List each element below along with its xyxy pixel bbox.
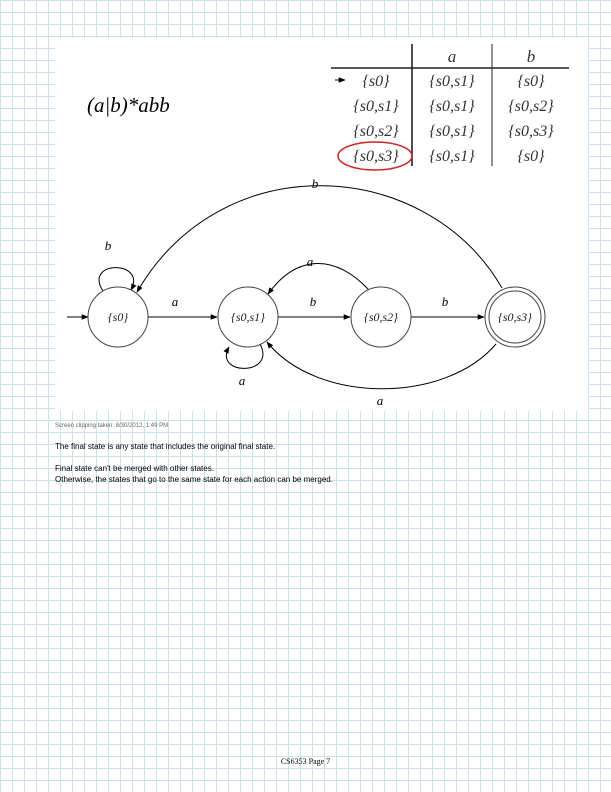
notes (55, 441, 333, 485)
state-label: {s0,s3} (498, 310, 532, 324)
note-line: The final state is any state that includes the original final state. (55, 442, 276, 451)
table-row-state: {s0,s2} (353, 123, 399, 140)
state-node (351, 287, 411, 347)
regex-text: (a|b)*abb (87, 93, 170, 117)
transition-edge (411, 294, 484, 317)
clipping-figure (55, 38, 588, 411)
transition-label: b (104, 238, 112, 253)
table-cell-b: {s0} (517, 148, 545, 165)
transition-arrow (137, 186, 502, 292)
transition-edge (226, 344, 262, 388)
transition-edge (278, 294, 350, 317)
transition-table (331, 44, 569, 170)
table-row-state: {s0} (362, 73, 390, 90)
transition-edge (99, 238, 134, 291)
table-cell-b: {s0,s3} (508, 123, 554, 140)
transition-label: a (238, 373, 246, 388)
transition-label: a (306, 254, 314, 269)
table-row-state: {s0,s3} (353, 148, 399, 165)
note-line: Final state can't be merged with other states. (55, 464, 214, 473)
transition-arrow (268, 263, 369, 294)
table-row (353, 98, 554, 115)
note-line: Otherwise, the states that go to the same state for each action can be merged. (55, 475, 333, 484)
table-cell-a: {s0,s1} (429, 73, 475, 90)
transition-label: a (171, 294, 179, 309)
table-header-a: a (447, 47, 457, 66)
transition-arrow (267, 342, 496, 389)
transition-label: b (311, 176, 319, 191)
transition-label: b (441, 294, 449, 309)
table-cell-b: {s0} (517, 73, 545, 90)
transition-edge (268, 254, 369, 294)
state-node (88, 287, 148, 347)
table-row-state: {s0,s1} (353, 98, 399, 115)
table-cell-a: {s0,s1} (429, 148, 475, 165)
table-cell-b: {s0,s2} (508, 98, 554, 115)
table-row (335, 73, 545, 90)
page-footer: CS6353 Page 7 (280, 757, 331, 766)
transition-arrow (226, 344, 262, 368)
state-label: {s0,s2} (364, 310, 398, 324)
transition-label: b (309, 294, 317, 309)
transition-edge (137, 176, 502, 292)
table-cell-a: {s0,s1} (429, 123, 475, 140)
state-node (485, 287, 545, 347)
table-row (353, 123, 554, 140)
state-diagram (67, 176, 545, 408)
transition-edge (148, 294, 217, 317)
screen-clipping (55, 38, 588, 411)
table-row (338, 142, 545, 170)
state-label: {s0,s1} (231, 310, 265, 324)
transition-edge (267, 342, 496, 408)
state-label: {s0} (107, 310, 129, 324)
table-cell-a: {s0,s1} (429, 98, 475, 115)
table-header-b: b (526, 47, 536, 66)
clipping-caption: Screen clipping taken: 8/30/2012, 1:49 PM (55, 423, 169, 429)
transition-label: a (376, 393, 384, 408)
state-node (218, 287, 278, 347)
